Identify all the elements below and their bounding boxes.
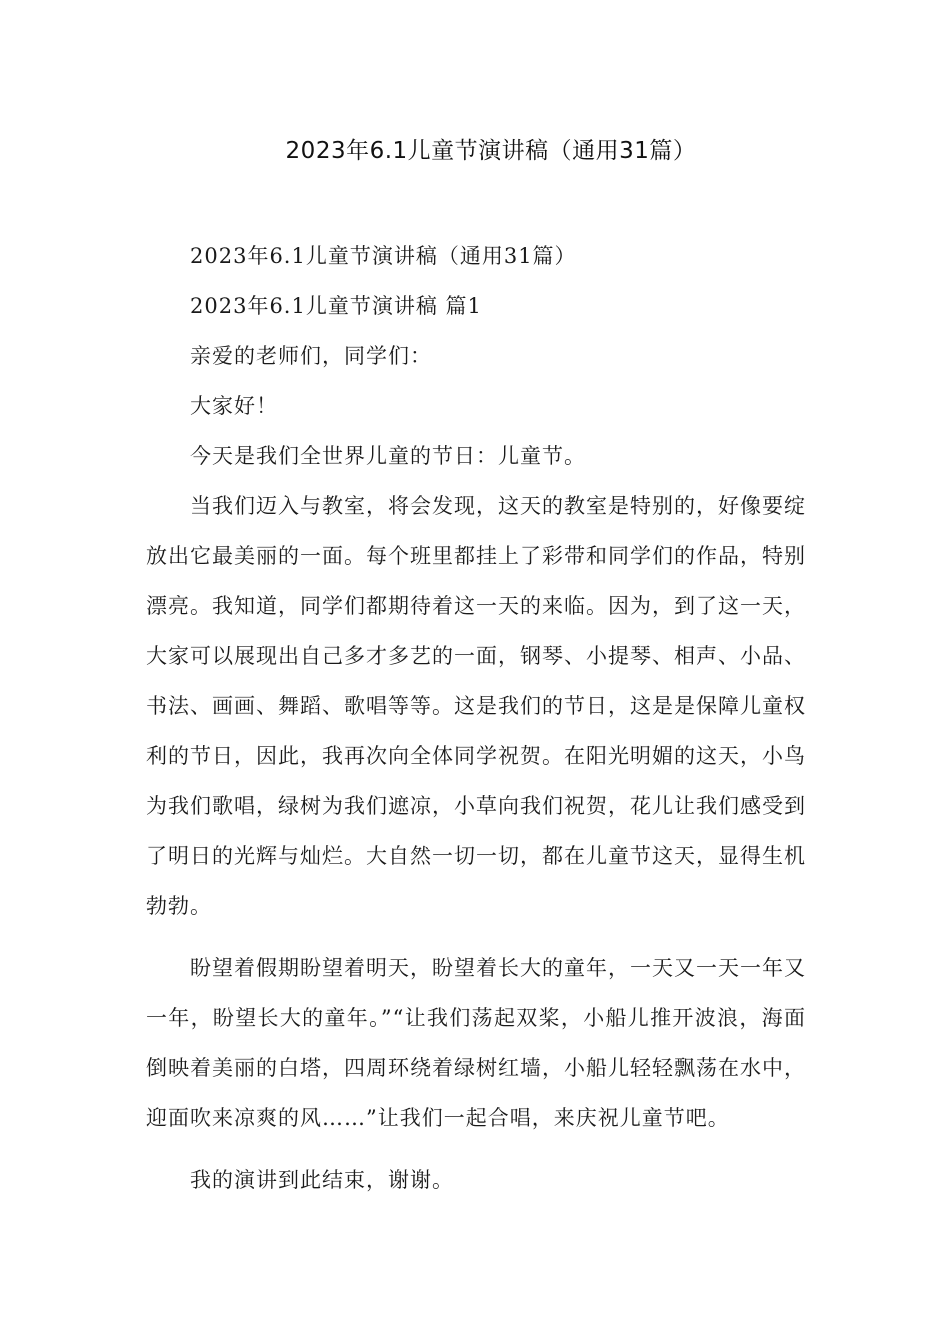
- paragraph-greeting: 大家好！: [190, 394, 278, 418]
- paragraph-subtitle: 2023年6.1儿童节演讲稿（通用31篇）: [190, 244, 577, 268]
- paragraph-salutation: 亲爱的老师们，同学们：: [190, 344, 432, 368]
- paragraph-spacer: [146, 1143, 806, 1155]
- paragraph-intro: 今天是我们全世界儿童的节日：儿童节。: [190, 444, 586, 468]
- paragraph-section-heading: 2023年6.1儿童节演讲稿 篇1: [190, 294, 482, 318]
- paragraph-body-1: 当我们迈入与教室，将会发现，这天的教室是特别的，好像要绽放出它最美丽的一面。每个班里都挂上了彩带和同学们的作品，特别漂亮。我知道，同学们都期待着这一天的来临。因为，到了这一天，大家可以展现出自己多才多艺的一面，钢琴、小提琴、相声、小品、书法、画画、舞蹈、歌唱等等。这是我们的节日，这是是保障儿童权利的节日，因此，我再次向全体同学祝贺。在阳光明媚的这天，小鸟为我们歌唱，绿树为我们遮凉，小草向我们祝贺，花儿让我们感受到了明日的光辉与灿烂。大自然一切一切，都在儿童节这天，显得生机勃勃。: [146, 494, 806, 918]
- paragraph-closing: 我的演讲到此结束，谢谢。: [190, 1168, 454, 1192]
- paragraph-body-2: 盼望着假期盼望着明天，盼望着长大的童年，一天又一天一年又一年，盼望长大的童年。”“让我们荡起双桨，小船儿推开波浪，海面倒映着美丽的白塔，四周环绕着绿树红墙，小船儿轻轻飘荡在水中，迎面吹来凉爽的风……”让我们一起合唱，来庆祝儿童节吧。: [146, 956, 806, 1130]
- document-body: [146, 231, 806, 1205]
- paragraph-spacer: [146, 931, 806, 943]
- document-title: 2023年6.1儿童节演讲稿（通用31篇）: [285, 138, 697, 164]
